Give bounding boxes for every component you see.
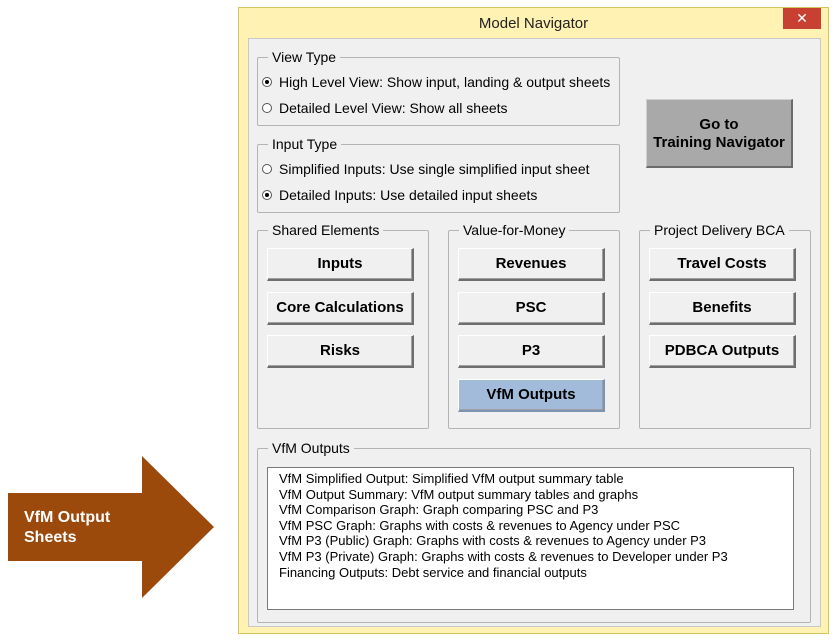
input-type-label: Input Type [268,135,341,153]
vfm-outputs-label: VfM Outputs [268,439,354,457]
dialog-client-area [248,38,821,627]
view-type-group [257,49,620,126]
core-calculations-button[interactable]: Core Calculations [267,292,414,325]
list-item[interactable]: Financing Outputs: Debt service and financial outputs [279,564,587,580]
shared-elements-label: Shared Elements [268,221,383,239]
close-icon: ✕ [796,10,808,26]
radio-label: High Level View: Show input, landing & output sheets [279,74,611,90]
radio-simplified-inputs[interactable] [262,159,590,179]
radio-button[interactable] [262,190,272,200]
radio-label: Detailed Inputs: Use detailed input sheets [279,187,538,203]
list-item[interactable]: VfM Simplified Output: Simplified VfM output summary table [279,471,624,486]
shared-elements-group [257,222,429,429]
project-delivery-bca-group [639,222,811,429]
list-item[interactable]: VfM P3 (Public) Graph: Graphs with costs & revenues to Agency under P3 [279,533,707,549]
radio-button[interactable] [262,77,272,87]
revenues-button[interactable]: Revenues [458,248,605,281]
callout-label: VfM Output Sheets [24,509,111,546]
radio-label: Simplified Inputs: Use single simplified input sheet [279,161,590,177]
list-item[interactable]: VfM P3 (Private) Graph: Graphs with costs & revenues to Developer under P3 [279,548,728,564]
pdbca-outputs-button[interactable]: PDBCA Outputs [649,335,796,368]
radio-button[interactable] [262,103,272,113]
radio-high-level-view[interactable] [262,72,610,92]
p3-button[interactable]: P3 [458,335,605,368]
vfm-outputs-button[interactable]: VfM Outputs [458,379,605,412]
project-delivery-bca-label: Project Delivery BCA [650,221,789,239]
risks-button[interactable]: Risks [267,335,414,368]
radio-button[interactable] [262,164,272,174]
radio-detailed-level-view[interactable] [262,98,508,118]
value-for-money-group [448,222,620,429]
benefits-button[interactable]: Benefits [649,292,796,325]
list-item[interactable]: VfM Output Summary: VfM output summary tables and graphs [279,486,639,502]
vfm-outputs-listbox[interactable] [267,467,794,610]
value-for-money-label: Value-for-Money [459,221,569,239]
radio-detailed-inputs[interactable] [262,185,537,205]
window-title: Model Navigator [478,15,589,32]
radio-label: Detailed Level View: Show all sheets [279,100,508,116]
model-navigator-window [238,7,829,634]
close-button[interactable] [783,8,821,29]
psc-button[interactable]: PSC [458,292,605,325]
list-item[interactable]: VfM PSC Graph: Graphs with costs & revenues to Agency under PSC [279,517,681,533]
title-bar [239,8,828,39]
input-type-group [257,136,620,213]
view-type-label: View Type [268,48,340,66]
list-item[interactable]: VfM Comparison Graph: Graph comparing PSC and P3 [279,502,599,518]
go-to-training-navigator-button[interactable]: Go to Training Navigator [646,99,793,168]
travel-costs-button[interactable]: Travel Costs [649,248,796,281]
callout-arrow [8,456,214,598]
inputs-button[interactable]: Inputs [267,248,414,281]
